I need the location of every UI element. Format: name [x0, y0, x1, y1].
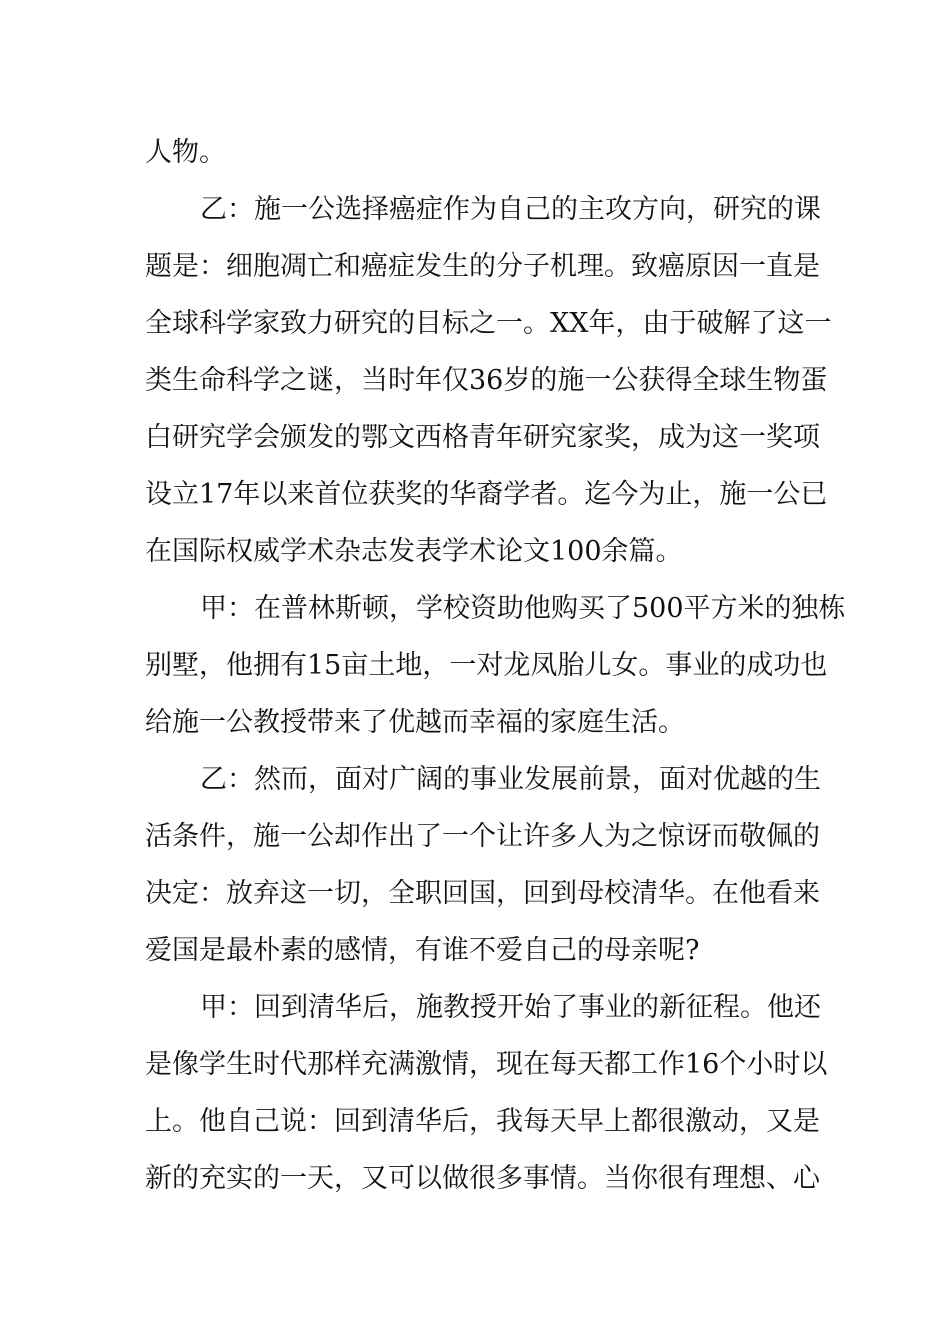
text-line: 给施一公教授带来了优越而幸福的家庭生活。	[145, 707, 685, 738]
text-line: 全球科学家致力研究的目标之一。XX年，由于破解了这一	[145, 308, 832, 339]
text-line: 人物。	[145, 137, 226, 168]
text-line: 设立17年以来首位获奖的华裔学者。迄今为止，施一公已	[145, 479, 828, 510]
text-line: 甲：回到清华后，施教授开始了事业的新征程。他还	[200, 992, 821, 1023]
text-line: 甲：在普林斯顿，学校资助他购买了500平方米的独栋	[200, 593, 846, 624]
text-line: 上。他自己说：回到清华后，我每天早上都很激动，又是	[145, 1106, 820, 1137]
text-line: 决定：放弃这一切，全职回国，回到母校清华。在他看来	[145, 878, 820, 909]
text-line: 白研究学会颁发的鄂文西格青年研究家奖，成为这一奖项	[145, 422, 820, 453]
text-line: 爱国是最朴素的感情，有谁不爱自己的母亲呢?	[145, 935, 700, 966]
text-line: 别墅，他拥有15亩土地，一对龙凤胎儿女。事业的成功也	[145, 650, 828, 681]
text-line: 是像学生时代那样充满激情，现在每天都工作16个小时以	[145, 1049, 828, 1080]
text-line: 活条件，施一公却作出了一个让许多人为之惊讶而敬佩的	[145, 821, 820, 852]
text-line: 乙：然而，面对广阔的事业发展前景，面对优越的生	[200, 764, 821, 795]
text-line: 乙：施一公选择癌症作为自己的主攻方向，研究的课	[200, 194, 821, 225]
text-line: 题是：细胞凋亡和癌症发生的分子机理。致癌原因一直是	[145, 251, 820, 282]
text-line: 类生命科学之谜，当时年仅36岁的施一公获得全球生物蛋	[145, 365, 828, 396]
text-line: 在国际权威学术杂志发表学术论文100余篇。	[145, 536, 683, 567]
text-line: 新的充实的一天，又可以做很多事情。当你很有理想、心	[145, 1163, 820, 1194]
